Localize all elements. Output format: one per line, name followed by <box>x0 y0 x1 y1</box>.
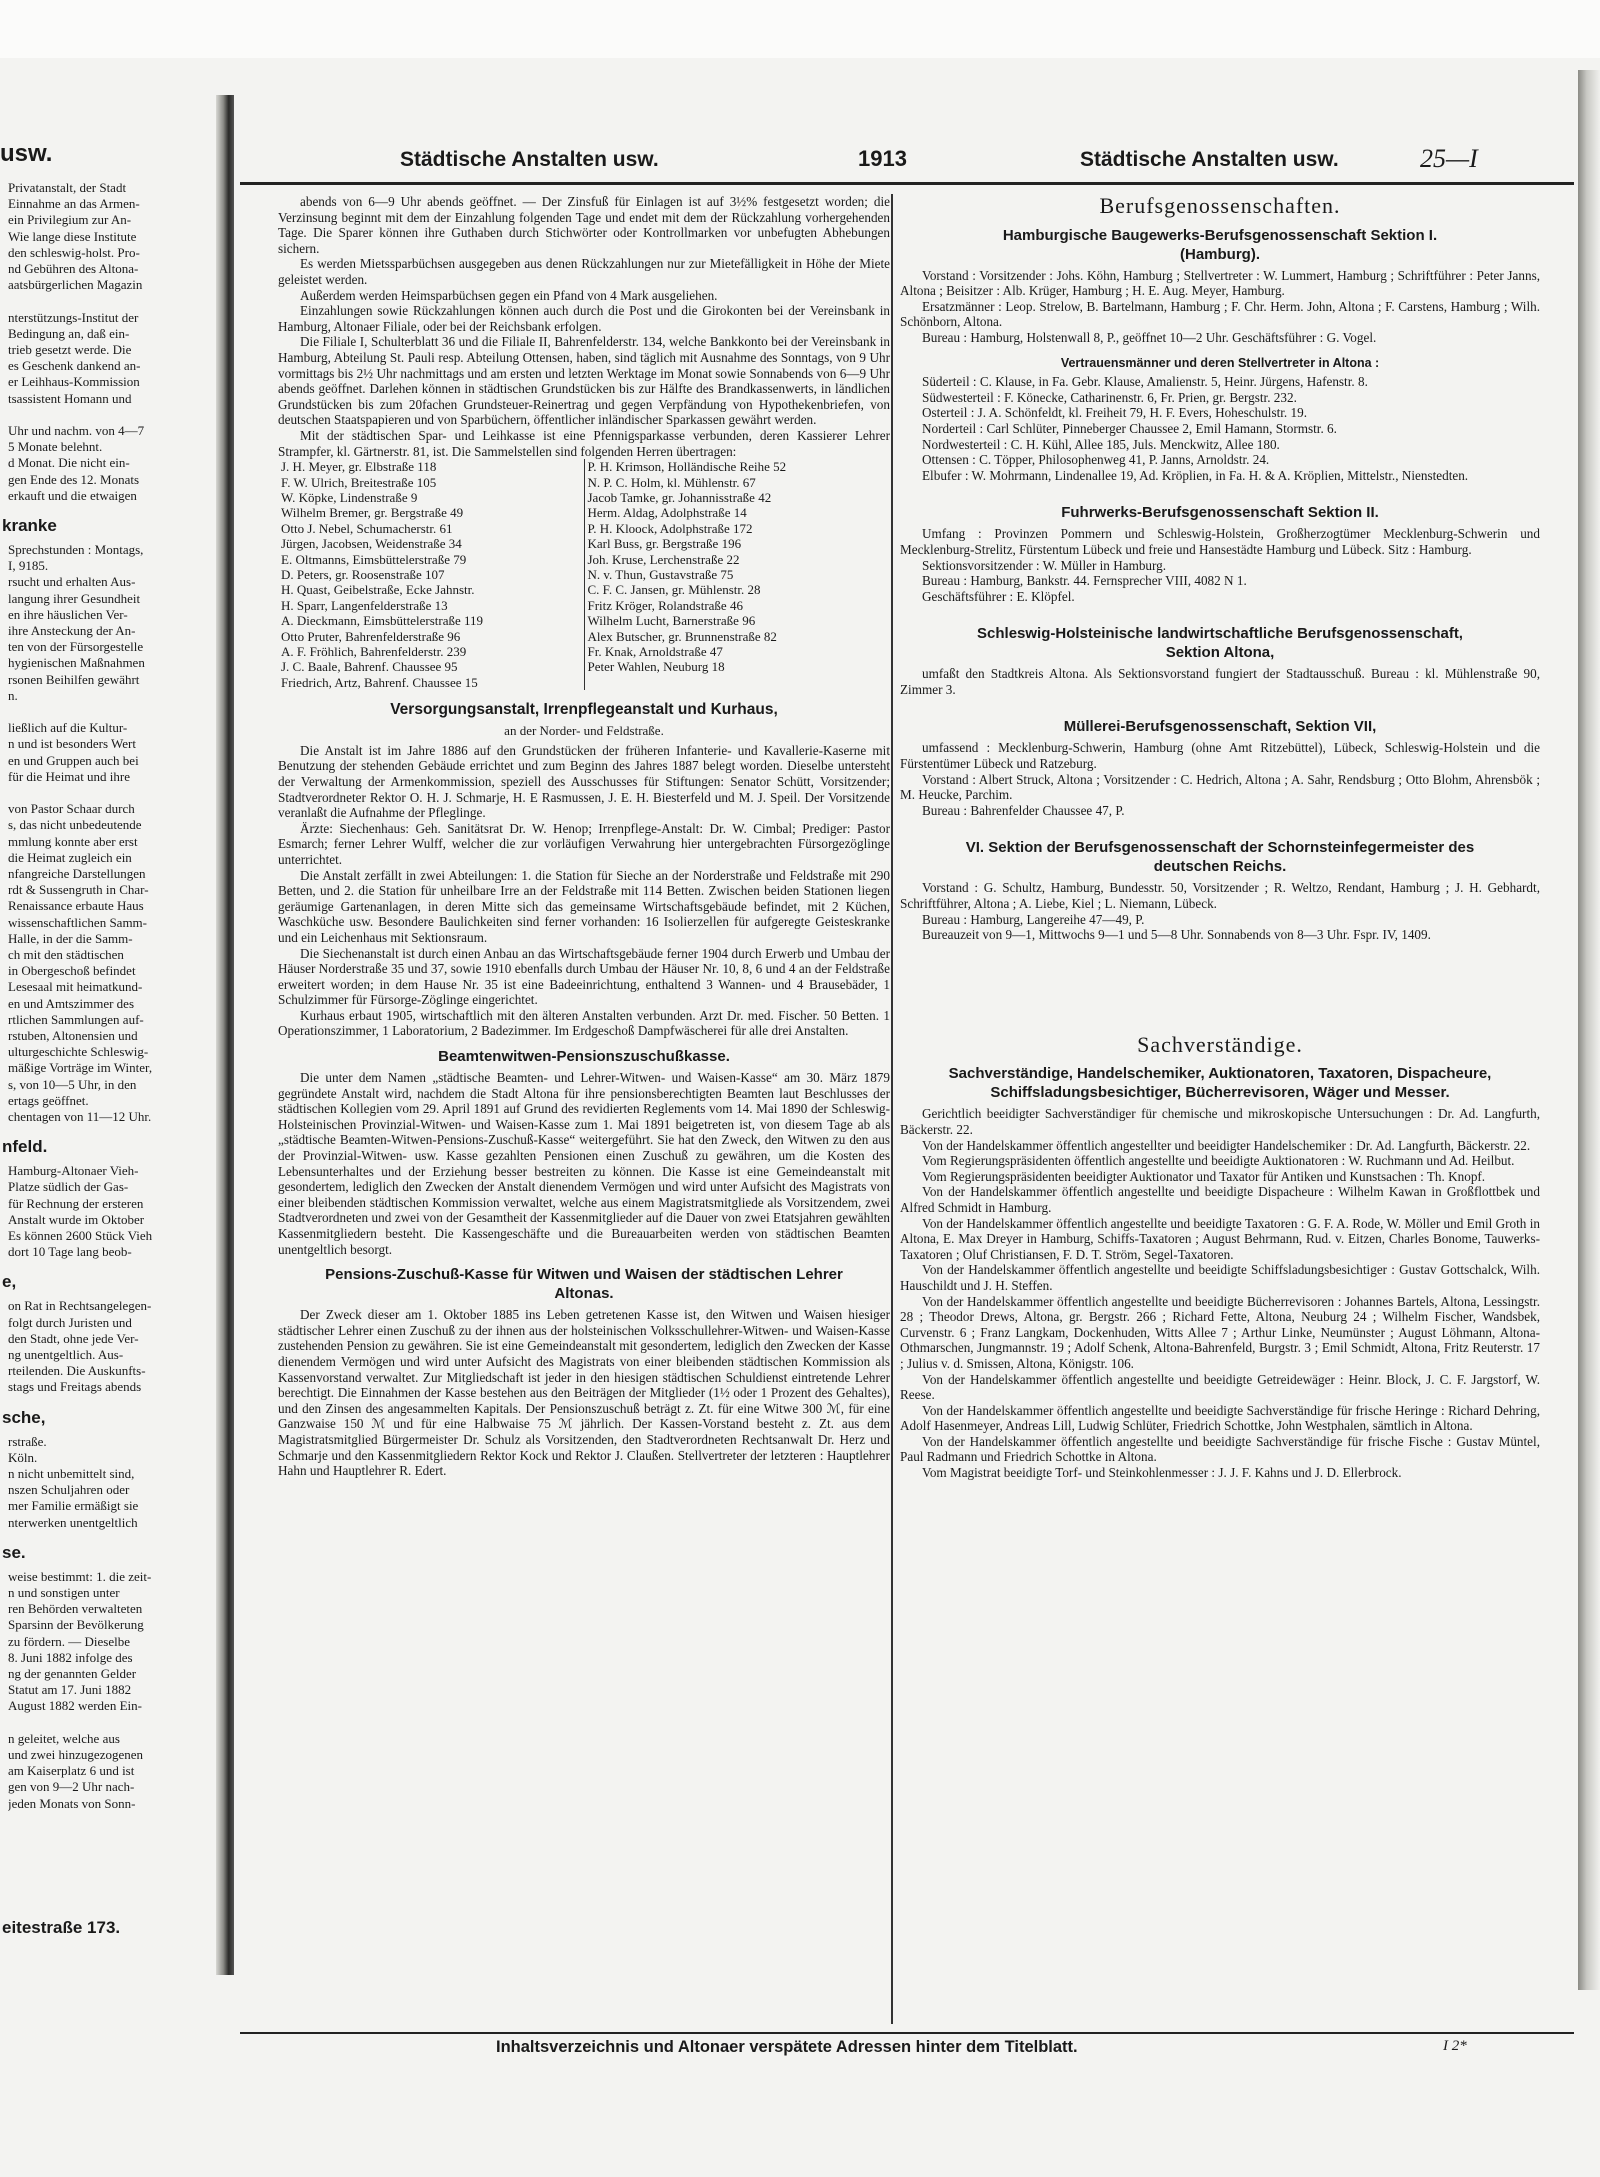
schorn-section <box>900 880 1540 942</box>
left-page-section: sche, <box>2 1407 46 1427</box>
left-page-line: Es können 2600 Stück Vieh <box>8 1228 153 1243</box>
paragraph: Bureau : Bahrenfelder Chaussee 47, P. <box>922 802 1125 818</box>
left-page-line: aatsbürgerlichen Magazin <box>8 277 143 293</box>
paragraph: Ottensen : C. Töpper, Philosophenweg 41, P. Janns, Arnoldstr. 24. <box>922 452 1270 468</box>
left-page-line: folgt durch Juristen und <box>8 1314 132 1330</box>
collector-left: H. Sparr, Langenfelderstraße 13 <box>278 598 584 613</box>
fuhr-title: Fuhrwerks-Berufsgenossenschaft Sektion II. <box>1061 504 1379 522</box>
collector-left: Otto J. Nebel, Schumacherstr. 61 <box>278 521 584 536</box>
paragraph: Südwesterteil : F. Könecke, Catharinenstr. 6, Fr. Prien, gr. Bergstr. 232. <box>922 389 1297 405</box>
paragraph: Vorstand : G. Schultz, Hamburg, Bundesstr. 50, Vorsitzender ; R. Weltzo, Rendant, Hamburg ; J. H. Gebhardt, Schriftführer, Altona ; A. Liebe, Kiel ; L. Niemann, Lübeck. <box>900 880 1540 912</box>
paragraph: Von der Handelskammer öffentlich angestellte und beeidigte Schiffsladungsbesichtiger : Gustav Gottschalck, Wilh. Hauschildt und J. H. Steffen. <box>900 1262 1540 1293</box>
collector-left: Friedrich, Artz, Bahrenf. Chaussee 15 <box>278 675 584 690</box>
table-row <box>278 521 890 536</box>
left-page-line: wissenschaftlichen Samm- <box>8 914 147 930</box>
left-page-line: ließlich auf die Kultur- <box>8 720 128 736</box>
left-page-line: Privatanstalt, der Stadt <box>8 180 127 195</box>
table-row <box>278 675 890 690</box>
left-page-section: e, <box>2 1272 17 1292</box>
paragraph: Elbufer : W. Mohrmann, Lindenallee 19, Ad. Kröplien, in Fa. H. & A. Kröplien, Mittelstr., Nienstedten. <box>922 467 1469 483</box>
left-page-line: d Monat. Die nicht ein- <box>8 455 130 471</box>
left-page-fragment <box>0 110 212 1940</box>
collector-right: Herm. Aldag, Adolphstraße 14 <box>587 505 747 521</box>
left-page-line: n und ist besonders Wert <box>8 736 136 752</box>
left-page-line: chentagen von 11—12 Uhr. <box>8 1109 152 1124</box>
header-left-title: Städtische Anstalten usw. <box>400 148 659 171</box>
paragraph: Die Filiale I, Schulterblatt 36 und die Filiale II, Bahrenfelderstr. 134, welche Bankkonto bei der Vereinsbank in Hamburg, Abteilung St. Pauli resp. Abteilung Ottensen, haben, sind täglich mit Ausnahme des Sonntags, von 9 Uhr vormittags bis 2½ Uhr nachmittags und am ersten und letzten Werktage im Monat sowie Sonnabends von 6—9 Uhr abends geöffnet. Darlehen können in städtischen Grundstücken bis zur Hälfte des Brandkassenwerts, in ländlichen Grundstücken bis zum 20fachen Grundsteuer-Reinertrag und gegen Verpfändung von Hypothekenbriefen, von deutschen Staatspapieren und von Sparbüchern, öffentlicher inländischer Sparkassen gewährt werden. <box>278 334 890 428</box>
left-page-line: nszen Schuljahren oder <box>8 1482 130 1498</box>
left-column <box>278 194 890 1479</box>
collector-right: C. F. C. Jansen, gr. Mühlenstr. 28 <box>587 582 761 598</box>
collector-left: H. Quast, Geibelstraße, Ecke Jahnstr. <box>278 582 584 597</box>
left-page-line: für Rechnung der ersteren <box>8 1195 144 1211</box>
collector-right: Joh. Kruse, Lerchenstraße 22 <box>587 551 740 567</box>
paragraph: Umfang : Provinzen Pommern und Schleswig-Holstein, Großherzogtümer Mecklenburg-Schwerin und Mecklenburg-Strelitz, Fürstentum Lübeck und freie und Hansestädte Hamburg und Lübeck. Sitz : Hamburg. <box>900 526 1540 557</box>
paragraph: Vom Magistrat beeidigte Torf- und Steinkohlenmesser : J. J. F. Kahns und J. D. Ellerbrock. <box>922 1465 1402 1481</box>
collector-right: Karl Buss, gr. Bergstraße 196 <box>587 536 742 552</box>
left-page-line: mer Familie ermäßigt sie <box>8 1498 139 1514</box>
footer-note: Inhaltsverzeichnis und Altonaer verspätete Adressen hinter dem Titelblatt. <box>496 2038 1078 2056</box>
berufs-title: Berufsgenossenschaften. <box>1099 193 1341 218</box>
witwen-section <box>278 1070 890 1257</box>
table-row <box>278 475 890 490</box>
table-row <box>278 505 890 520</box>
left-page-line: ng unentgeltlich. Aus- <box>8 1347 124 1362</box>
paragraph: Einzahlungen sowie Rückzahlungen können auch durch die Post und die Girokonten bei der Vereinsbank in Hamburg, Altonaer Filiale, oder bei der Reichsbank erfolgen. <box>278 303 890 334</box>
collector-left: W. Köpke, Lindenstraße 9 <box>278 490 584 505</box>
left-page-line: ng der genannten Gelder <box>8 1666 137 1681</box>
vertrauen-title: Vertrauensmänner und deren Stellvertreter in Altona : <box>1060 355 1380 370</box>
left-page-line: erkauft und die etwaigen <box>8 487 137 503</box>
vertrauen-section <box>900 374 1540 483</box>
paragraph: Vom Regierungspräsidenten öffentlich angestellte und beeidigte Auktionatoren : W. Ruchmann und Ad. Heilbut. <box>922 1153 1515 1169</box>
left-page-line: en und Amtszimmer des <box>8 995 135 1011</box>
left-page-section: nfeld. <box>2 1137 48 1157</box>
paragraph: abends von 6—9 Uhr abends geöffnet. — Der Zinsfuß für Einlagen ist auf 3½% festgesetzt worden; die Verzinsung beginnt mit dem der Einzahlung folgenden Tage und endet mit dem der Rückzahlung vorhergehenden Tage. Die Sparer können ihre Guthaben durch Stichwörter oder Kontrollmarken vor unbefugten Abhebungen sichern. <box>278 194 890 256</box>
collector-left: J. H. Meyer, gr. Elbstraße 118 <box>278 459 584 474</box>
collector-left: Otto Pruter, Bahrenfelderstraße 96 <box>278 629 584 644</box>
left-page-line: s, das nicht unbedeutende <box>8 817 142 833</box>
collector-right: Peter Wahlen, Neuburg 18 <box>587 659 725 675</box>
left-page-line: rteilenden. Die Auskunfts- <box>8 1363 146 1379</box>
left-page-line: von Pastor Schaar durch <box>8 801 135 817</box>
left-page-line: jeden Monats von Sonn- <box>8 1795 136 1811</box>
left-page-line: rsucht und erhalten Aus- <box>8 574 136 590</box>
left-page-line: dort 10 Tage lang beob- <box>8 1244 132 1260</box>
left-page-line: en ihre häuslichen Ver- <box>8 606 128 622</box>
left-page-line: Wie lange diese Institute <box>8 228 137 244</box>
left-page-line: on Rat in Rechtsangelegen- <box>8 1298 152 1314</box>
paragraph: Sektionsvorsitzender : W. Müller in Hamburg. <box>922 557 1167 573</box>
header-right-title: Städtische Anstalten usw. <box>1080 148 1339 171</box>
sparkasse-section <box>278 194 890 459</box>
left-page-line: tsassistent Homann und <box>8 390 132 406</box>
paragraph: Norderteil : Carl Schlüter, Pinneberger Chaussee 2, Emil Hamann, Stormstr. 6. <box>922 420 1337 436</box>
versorgung-title: Versorgungsanstalt, Irrenpflegeanstalt und Kurhaus, <box>390 701 778 719</box>
collector-left: Jürgen, Jacobsen, Weidenstraße 34 <box>278 536 584 551</box>
left-page-line: en und Gruppen auch bei <box>8 752 139 768</box>
paragraph: Ärzte: Siechenhaus: Geh. Sanitätsrat Dr. W. Henop; Irrenpflege-Anstalt: Dr. W. Cimbal; Prediger: Pastor Esmarch; ferner Lehrer Wulff, welcher die zur vorläufigen Verwahrung hier untergebrachten Fürsorgezöglinge unterrichtet. <box>278 820 890 867</box>
paragraph: Bureauzeit von 9—1, Mittwochs 9—1 und 5—8 Uhr. Sonnabends von 8—3 Uhr. Fspr. IV, 1409. <box>922 927 1431 943</box>
paragraph: Von der Handelskammer öffentlich angestellte und beeidigte Taxatoren : G. F. A. Rode, W. Möller und Emil Groth in Altona, E. Max Dreyer in Hamburg, Schiffs-Taxatoren ; August Behrmann, Rud. v. Eitzen, Charles Bonome, Tauwerks-Taxatoren ; Oluf Christiansen, F. D. T. Ström, Segel-Taxatoren. <box>900 1215 1540 1262</box>
mueller-title: Müllerei-Berufsgenossenschaft, Sektion VII, <box>1063 718 1377 736</box>
left-page-line: ertags geöffnet. <box>8 1092 89 1108</box>
table-row <box>278 567 890 582</box>
left-page-line: Anstalt wurde im Oktober <box>8 1211 145 1227</box>
table-row <box>278 644 890 659</box>
left-page-line: rtlichen Sammlungen auf- <box>8 1011 144 1027</box>
table-row <box>278 613 890 628</box>
left-page-line: Lesesaal mit heimatkund- <box>8 979 143 995</box>
paragraph: Von der Handelskammer öffentlich angestellte und beeidigte Sachverständige für frische Fische : Gustav Müntel, Paul Radmann und Friedrich Schottke in Altona. <box>900 1433 1540 1465</box>
collector-right: Fritz Kröger, Rolandstraße 46 <box>587 597 743 613</box>
paragraph: umfaßt den Stadtkreis Altona. Als Sektionsvorstand fungiert der Stadtausschuß. Bureau : kl. Mühlenstraße 90, Zimmer 3. <box>900 666 1540 697</box>
left-page-line: den Stadt, ohne jede Ver- <box>8 1330 139 1346</box>
left-page-line: rdt & Sussengruth in Char- <box>8 882 149 898</box>
paragraph: Osterteil : J. A. Schönfeldt, kl. Freiheit 79, H. F. Evers, Hoheschulstr. 19. <box>922 405 1308 421</box>
left-page-line: mmlung konnte aber erst <box>8 833 138 849</box>
paragraph: Von der Handelskammer öffentlich angestellte und beeidigte Sachverständige für frische Heringe : Richard Dehring, Adolf Hasenmeyer, Andreas Lill, Ludwig Schlüter, Friedrich Schottke, John Westphalen, sämtlich in Altona. <box>900 1402 1540 1434</box>
left-page-line: am Kaiserplatz 6 und ist <box>8 1763 135 1779</box>
paragraph: Die Anstalt zerfällt in zwei Abteilungen: 1. die Station für Sieche an der Norderstraße und Feldstraße mit 290 Betten, und 2. die Station für unheilbare Irre an der Feldstraße mit 114 Betten. Zwischen beiden Stationen liegen geräumige Gartenanlagen, in deren Mitte sich das gemeinsame Wirtschaftsgebäude befindet, mit 2 Küchen, Waschküche usw. Besondere Baulichkeiten sind ferner vorhanden: 16 Isolierzellen für aufgeregte Geisteskranke und ein Leichenhaus mit Sektionsraum. <box>278 867 890 945</box>
paragraph: Von der Handelskammer öffentlich angestellte und beeidigte Bücherrevisoren : Johannes Bartels, Altona, Lessingstr. 28 ; Theodor Drews, Altona, gr. Bergstr. 266 ; Richard Fette, Altona, Neuburg 24 ; Wilhelm Fischer, Wandsbek, Curvenstr. 6 ; Franz Langkam, Dockenhuden, Witts Allee 7 ; Arthur Linke, Neumünster ; August Löhmann, Altona-Othmarschen, Jungmannstr. 19 ; Adolf Schenk, Altona-Bahrenfeld, Burgstr. 3 ; Emil Schmidt, Altona, Fritz Reuterstr. 17 ; Julius v. d. Smissen, Altona, Königstr. 106. <box>900 1293 1540 1371</box>
sheet-signature: I 2* <box>1443 2038 1467 2054</box>
left-page-line: n und sonstigen unter <box>8 1585 120 1600</box>
left-page-line: Sparsinn der Bevölkerung <box>8 1617 144 1633</box>
left-page-line: Einnahme an das Armen- <box>8 196 140 212</box>
left-page-line: weise bestimmt: 1. die zeit- <box>8 1568 152 1584</box>
paragraph: Außerdem werden Heimsparbüchsen gegen ein Pfand von 4 Mark ausgeliehen. <box>300 287 718 303</box>
paragraph: Vom Regierungspräsidenten beeidigter Auktionator und Taxator für Antiken und Kunstsachen : Th. Knopf. <box>922 1168 1486 1184</box>
collector-right: Alex Butscher, gr. Brunnenstraße 82 <box>587 628 777 644</box>
left-page-line: gen Ende des 12. Monats <box>8 471 140 487</box>
paragraph: Von der Handelskammer öffentlich angestellte und beeidigte Dispacheure : Wilhelm Kawan in Großflottbek und Alfred Schmidt in Hamburg. <box>900 1184 1540 1215</box>
left-page-line: n. <box>8 687 18 703</box>
running-header <box>240 142 1574 185</box>
paragraph: Die unter dem Namen „städtische Beamten- und Lehrer-Witwen- und Waisen-Kasse“ am 30. März 1879 gegründete Anstalt wird, nachdem die Stadt Altona für ihre pensionsberechtigten Beamten laut Beschlusses der städtischen Kollegien vom 29. April 1891 auf Grund des revidierten Reglements vom 14. Mai 1890 der Schleswig-Holsteinischen Provinzial-Witwen- und Waisen-Kasse zum 1. Mai 1891 beigetreten ist, von diesem Tage ab als „städtische Beamten-Witwen-Pensions-Zuschuß-Kasse“ weitergeführt. Sie hat den Zweck, den Witwen zu den aus der Provinzial-Witwen- usw. Kasse gezahlten Pensionen einen Zuschuß zu gewähren, um die Kosten des Lebensunterhaltes und der Erziehung besser bestreiten zu können. Die Kasse ist eine Gemeindeanstalt mit gesondertem, lediglich den Zwecken der Anstalt dienendem Vermögen und wird unter Aufsicht des Magistrats von einer bleibenden städtischen Kommission verwaltet, welche aus einem Magistratsmitgliede als Vorsitzendem, zwei Stadtverordneten und zwei von der Gesamtheit der Kassenmitglieder auf die Dauer von zwei Etatsjahren gewählten Kassenmitgliedern besteht. Die Kassengeschäfte und die Bureauarbeiten werden von städtischen Beamten unentgeltlich besorgt. <box>278 1070 890 1257</box>
left-page-line: hygienischen Maßnahmen <box>8 655 145 671</box>
land-section <box>900 666 1540 697</box>
left-page-line: es Geschenk dankend an- <box>8 358 141 374</box>
land-title: Schleswig-Holsteinische landwirtschaftliche Berufsgenossenschaft, Sektion Altona, <box>977 625 1463 662</box>
collector-right: Fr. Knak, Arnoldstraße 47 <box>587 643 723 659</box>
left-page-line: nterstützungs-Institut der <box>8 309 139 325</box>
left-page-line: s, von 10—5 Uhr, in den <box>8 1076 137 1092</box>
column-divider <box>891 194 893 2024</box>
left-page-line: n geleitet, welche aus <box>8 1730 120 1746</box>
paragraph: Ersatzmänner : Leop. Strelow, B. Bartelmann, Hamburg ; F. Chr. Herm. John, Altona ; F. Carstens, Hamburg ; Wilh. Schönborn, Altona. <box>900 298 1540 330</box>
table-row <box>278 490 890 505</box>
collectors-table <box>278 459 890 690</box>
left-page-line: ten von der Fürsorgestelle <box>8 639 144 655</box>
left-page-bottom: eitestraße 173. <box>2 1918 121 1937</box>
collector-right: N. P. C. Holm, kl. Mühlenstr. 67 <box>587 474 756 490</box>
collector-right: P. H. Kloock, Adolphstraße 172 <box>587 520 753 536</box>
collector-left: Wilhelm Bremer, gr. Bergstraße 49 <box>278 505 584 520</box>
scan-margin <box>0 0 1600 58</box>
left-page-line: Sprechstunden : Montags, <box>8 542 144 557</box>
collector-right <box>584 675 890 690</box>
versorgung-subtitle: an der Norder- und Feldstraße. <box>504 723 664 739</box>
left-page-line: Renaissance erbaute Haus <box>8 898 144 914</box>
left-page-line: ch mit den städtischen <box>8 947 124 962</box>
left-page-line: nfangreiche Darstellungen <box>8 866 146 881</box>
paragraph: Vorstand : Albert Struck, Altona ; Vorsitzender : C. Hedrich, Altona ; A. Sahr, Rendsburg ; Otto Blohm, Ahrensbök ; M. Heucke, Parchim. <box>900 771 1540 803</box>
header-year: 1913 <box>858 146 907 171</box>
left-page-line: Bedingung an, daß ein- <box>8 325 130 341</box>
footer <box>240 2032 1574 2056</box>
left-page-line: ein Privilegium zur An- <box>8 212 132 228</box>
paragraph: Bureau : Hamburg, Langereihe 47—49, P. <box>922 911 1145 927</box>
collector-left: A. F. Fröhlich, Bahrenfelderstr. 239 <box>278 644 584 659</box>
left-page-line: ulturgeschichte Schleswig- <box>8 1044 149 1060</box>
table-row <box>278 582 890 597</box>
collector-right: P. H. Krimson, Holländische Reihe 52 <box>587 459 787 475</box>
paragraph: Süderteil : C. Klause, in Fa. Gebr. Klause, Amalienstr. 5, Heinr. Jürgens, Hafenstr. 8. <box>922 374 1368 390</box>
left-page-line: Köln. <box>8 1449 38 1465</box>
left-page-section: se. <box>2 1542 26 1562</box>
paragraph: Von der Handelskammer öffentlich angestellte und beeidigte Getreidewäger : Heinr. Block, J. C. F. Jargstorf, W. Reese. <box>900 1371 1540 1403</box>
left-page-line: rsonen Beihilfen gewährt <box>8 671 140 687</box>
paragraph: Geschäftsführer : E. Klöpfel. <box>922 588 1075 604</box>
left-page-line: Statut am 17. Juni 1882 <box>8 1682 132 1698</box>
paragraph: Bureau : Hamburg, Bankstr. 44. Fernsprecher VIII, 4082 N 1. <box>922 573 1247 589</box>
collector-left: J. C. Baale, Bahrenf. Chaussee 95 <box>278 659 584 674</box>
left-page-line: August 1882 werden Ein- <box>8 1698 142 1714</box>
left-page-line: für die Heimat und ihre <box>8 768 131 784</box>
paragraph: Von der Handelskammer öffentlich angestellter und beeidigter Handelschemiker : Dr. Ad. Langfurth, Bäckerstr. 22. <box>922 1137 1531 1153</box>
table-row <box>278 629 890 644</box>
paragraph: Es werden Mietssparbüchsen ausgegeben aus denen Rückzahlungen nur zur Mietefälligkeit in Höhe der Miete geleistet werden. <box>278 256 890 287</box>
left-page-line: gen von 9—2 Uhr nach- <box>8 1779 135 1795</box>
table-row <box>278 536 890 551</box>
collector-left: F. W. Ulrich, Breitestraße 105 <box>278 475 584 490</box>
left-page-line: rstuben, Altonensien und <box>8 1028 138 1043</box>
left-page-line: in Obergeschoß befindet <box>8 963 136 979</box>
paragraph: Bureau : Hamburg, Holstenwall 8, P., geöffnet 10—2 Uhr. Geschäftsführer : G. Vogel. <box>922 329 1377 345</box>
left-page-line: ihre Ansteckung der An- <box>8 623 136 638</box>
collector-left: A. Dieckmann, Eimsbüttelerstraße 119 <box>278 613 584 628</box>
collector-right: N. v. Thun, Gustavstraße 75 <box>587 566 734 582</box>
left-page-line: und zwei hinzugezogenen <box>8 1747 144 1762</box>
left-page-line: rstraße. <box>8 1433 47 1449</box>
left-page-line: er Leihhaus-Kommission <box>8 374 140 390</box>
collector-left: E. Oltmanns, Eimsbüttelerstraße 79 <box>278 552 584 567</box>
left-page-line: nd Gebühren des Altona- <box>8 261 139 276</box>
paragraph: Nordwesterteil : C. H. Kühl, Allee 185, Juls. Menckwitz, Allee 180. <box>922 436 1280 452</box>
table-row <box>278 552 890 567</box>
left-page-line: I, 9185. <box>8 558 49 574</box>
collector-right: Wilhelm Lucht, Barnerstraße 96 <box>587 613 756 629</box>
left-page-line: n nicht unbemittelt sind, <box>8 1466 135 1481</box>
left-page-line: 5 Monate belehnt. <box>8 439 103 455</box>
sach-subtitle: Sachverständige, Handelschemiker, Auktionatoren, Taxatoren, Dispacheure, Schiffsladungsbesichtiger, Bücherrevisoren, Wäger und Messer. <box>948 1065 1492 1102</box>
left-page-line: die Heimat zugleich ein <box>8 849 132 865</box>
versorgung-section <box>278 743 890 1039</box>
paragraph: umfassend : Mecklenburg-Schwerin, Hamburg (ohne Amt Ritzebüttel), Lübeck, Schleswig-Holstein und die Fürstentümer Lübeck und Ratzeburg. <box>900 740 1540 772</box>
paragraph: Kurhaus erbaut 1905, wirtschaftlich mit den älteren Anstalten verbunden. Arzt Dr. med. Fischer. 50 Betten. 1 Operationszimmer, 1 Laboratorium, 2 Badezimmer. Im Erdgeschoß Dampfwäscherei für alle drei Anstalten. <box>278 1007 890 1039</box>
paragraph: Mit der städtischen Spar- und Leihkasse ist eine Pfennigsparkasse verbunden, deren Kassierer Lehrer Strampfer, kl. Gärtnerstr. 81, ist. Die Sammelstellen sind folgenden Herren übertragen: <box>278 427 890 459</box>
left-page-line: nterwerken unentgeltlich <box>8 1514 138 1530</box>
witwen-title: Beamtenwitwen-Pensionszuschußkasse. <box>438 1048 730 1066</box>
left-page-line: Platze südlich der Gas- <box>8 1179 129 1195</box>
paragraph: Vorstand : Vorsitzender : Johs. Köhn, Hamburg ; Stellvertreter : W. Lummert, Hamburg ; Schriftführer : Peter Janns, Altona ; Beisitzer : Alb. Krüger, Hamburg ; H. E. Aug. Meyer, Hamburg. <box>900 267 1540 299</box>
left-page-line: trieb gesetzt werde. Die <box>8 342 132 357</box>
collector-right: Jacob Tamke, gr. Johannisstraße 42 <box>587 489 772 505</box>
page-edge <box>1578 70 1600 1990</box>
left-page-line: den schleswig-holst. Pro- <box>8 244 140 260</box>
schorn-title: VI. Sektion der Berufsgenossenschaft der Schornsteinfegermeister des deutschen Reichs. <box>965 839 1475 876</box>
left-page-heading: usw. <box>0 140 53 167</box>
collector-left: D. Peters, gr. Roosenstraße 107 <box>278 567 584 582</box>
left-page-line: Halle, in der die Samm- <box>8 930 133 946</box>
table-row <box>278 659 890 674</box>
left-page-section: kranke <box>2 516 57 535</box>
sach-title: Sachverständige. <box>1137 1031 1303 1057</box>
paragraph: Gerichtlich beeidigter Sachverständiger für chemische und mikroskopische Untersuchungen : Dr. Ad. Langfurth, Bäckerstr. 22. <box>900 1106 1540 1137</box>
left-page-line: langung ihrer Gesundheit <box>8 590 141 606</box>
left-page-line: zu fördern. — Dieselbe <box>8 1633 131 1649</box>
lehrer-title: Pensions-Zuschuß-Kasse für Witwen und Waisen der städtischen Lehrer Altonas. <box>325 1266 843 1303</box>
lehrer-section <box>278 1307 890 1479</box>
left-page-line: Uhr und nachm. von 4—7 <box>8 423 145 438</box>
page-number: 25—I <box>1420 144 1478 173</box>
bau-section <box>900 268 1540 346</box>
left-page-line: mäßige Vorträge im Winter, <box>8 1060 153 1076</box>
book-gutter <box>216 95 234 1975</box>
right-column <box>900 194 1540 1481</box>
table-row <box>278 459 890 474</box>
bau-title: Hamburgische Baugewerks-Berufsgenossenschaft Sektion I. (Hamburg). <box>1002 226 1438 263</box>
left-page-line: ren Behörden verwalteten <box>8 1601 143 1617</box>
left-page-line: 8. Juni 1882 infolge des <box>8 1649 133 1665</box>
paragraph: Die Anstalt ist im Jahre 1886 auf den Grundstücken der früheren Infanterie- und Kavallerie-Kaserne mit Benutzung der stehenden Gebäude errichtet und zum Beginn des Jahres 1887 belegt worden. Dieselbe untersteht der Verwaltung der Armenkommission, speziell des Ausschusses für Stiftungen: Senator Schütt, Vorsitzender; Stadtverordneter Rektor O. H. J. Schmarje, H. E Rasmussen, J. E. H. Biesterfeld und M. J. Speil. Der Vorsitzende veranlaßt die Aufnahme der Pfleglinge. <box>278 742 890 821</box>
sach-section <box>900 1106 1540 1480</box>
paragraph: Der Zweck dieser am 1. Oktober 1885 ins Leben getretenen Kasse ist, den Witwen und Waisen hiesiger städtischer Lehrer einen Zuschuß zu der ihnen aus der holsteinischen Volksschullehrer-Witwen- und Waisen-Kasse zustehenden Pension zu gewähren. Sie ist eine Gemeindeanstalt mit gesondertem, lediglich den Zwecken der Kasse dienendem Vermögen und wird unter Aufsicht des Magistrats von einer bleibenden städtischen Kommission als Kassenvorstand verwaltet. Zur Mitgliedschaft ist jeder in den hiesigen städtischen Schuldienst eintretende Lehrer berechtigt. Die Einnahmen der Kasse bestehen aus den Beiträgen der Mitglieder (1½ oder 1 Prozent des Gehaltes), und den Zinsen des angesammelten Kapitals. Der Pensionszuschuß beträgt z. Zt. für eine Witwe 300 ℳ, für eine Ganzwaise 150 ℳ und für eine Halbwaise 75 ℳ jährlich. Der Kassen-Vorstand besteht z. Zt. aus dem Magistratsmitglied Bürgermeister Dr. Schulz als Vorsitzenden, den Stadtverordneten Rechtsanwalt Dr. Herz und Schmarje und den Kassenmitgliedern Rektor Kock und Rektor J. Claußen. Stellvertreter der letzteren : Hauptlehrer Hahn und Hauptlehrer R. Edert. <box>278 1307 890 1479</box>
mueller-section <box>900 740 1540 818</box>
left-page-line: stags und Freitags abends <box>8 1379 142 1395</box>
table-row <box>278 598 890 613</box>
fuhr-section <box>900 526 1540 604</box>
left-page-line: Hamburg-Altonaer Vieh- <box>8 1163 139 1179</box>
paragraph: Die Siechenanstalt ist durch einen Anbau an das Wirtschaftsgebäude ferner 1904 durch Erwerb und Umbau der Häuser Norderstraße 35 und 37, sowie 1910 ebenfalls durch Umbau der Häuser Nr. 10, 8, 6 und 4 an der Feldstraße erweitert worden; in dem Hause Nr. 35 ist eine Badeeinrichtung, enthaltend 3 Wannen- und 4 Brausebäder, 1 Schulzimmer für Fürsorge-Zöglinge eingerichtet. <box>278 945 890 1008</box>
